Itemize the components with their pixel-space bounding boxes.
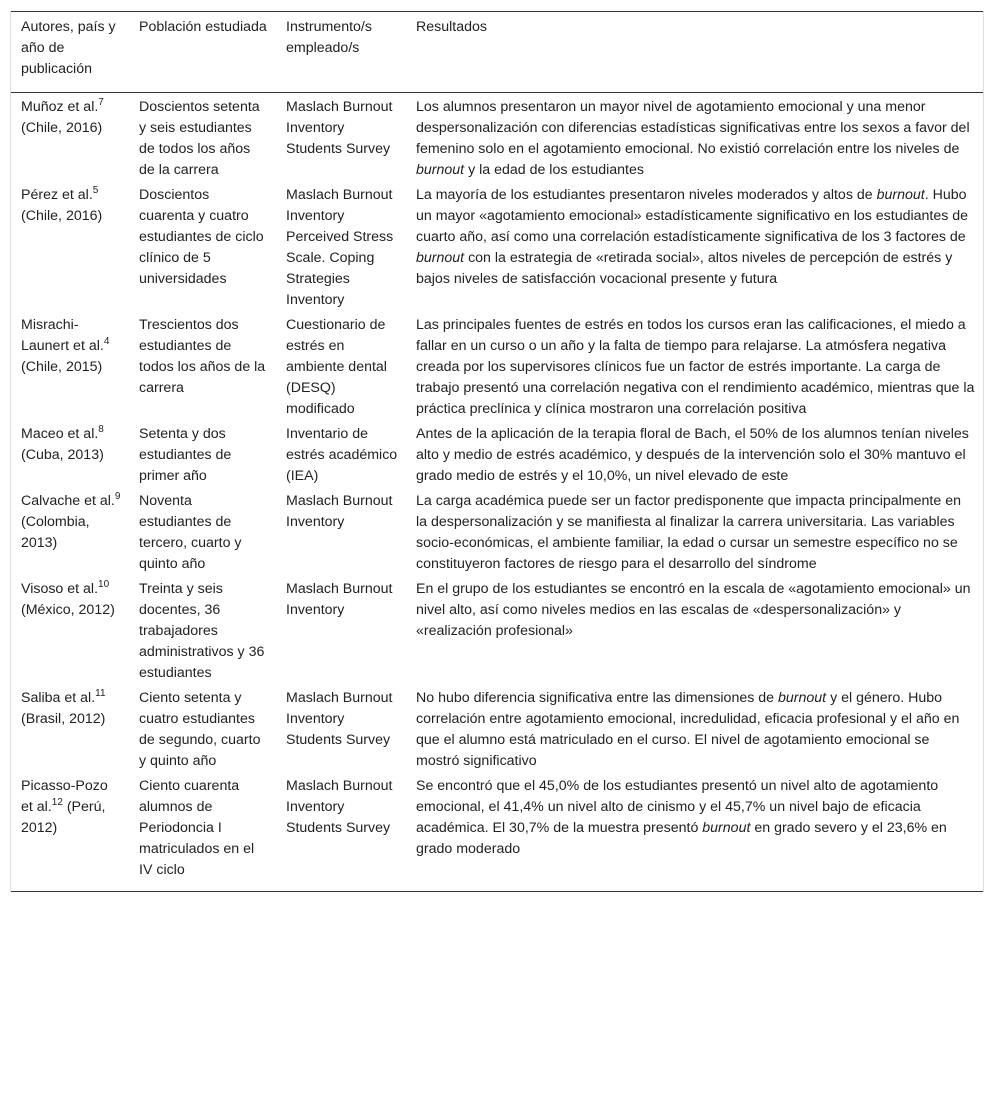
table-row	[11, 93, 983, 182]
italic-term: burnout	[416, 250, 465, 266]
author-cell	[11, 684, 129, 772]
studies-table	[11, 11, 983, 892]
results-cell	[406, 575, 983, 684]
header-results: Resultados	[416, 19, 487, 35]
results-cell	[406, 684, 983, 772]
results-text: . Hubo un mayor «agotamiento emocional» estadísticamente significativo en los estudiantes de cuarto año, así como una correlación estadísticamente significativa de los 3 factores de	[416, 187, 969, 245]
results-text: en grado severo y el 23,6% en grado moderado	[416, 820, 947, 857]
author-cell	[11, 311, 129, 420]
table-row	[11, 311, 983, 420]
instrument-cell: Maslach Burnout Inventory Perceived Stress Scale. Coping Strategies Inventory	[286, 187, 394, 308]
italic-term: burnout	[876, 187, 925, 203]
author-cell	[11, 181, 129, 311]
instrument-cell: Maslach Burnout Inventory Students Survey	[286, 778, 393, 836]
table-row	[11, 420, 983, 487]
header-instrument: Instrumento/s empleado/s	[286, 19, 372, 56]
table-header-row	[11, 12, 983, 93]
country-year: (Cuba, 2013)	[21, 447, 104, 463]
results-text: con la estrategia de «retirada social», altos niveles de percepción de estrés y bajos niveles de satisfacción vocacional presente y futura	[416, 250, 953, 287]
author-name: Saliba et al.	[21, 690, 96, 706]
results-cell	[406, 93, 983, 182]
results-text: La mayoría de los estudiantes presentaron niveles moderados y altos de	[416, 187, 877, 203]
reference-number: 4	[103, 336, 110, 347]
reference-number: 8	[98, 424, 104, 435]
reference-number: 5	[92, 185, 99, 196]
results-text: En el grupo de los estudiantes se encontró en la escala de «agotamiento emocional» un nivel alto, así como niveles medios en las escalas de «despersonalización» y «realización profesional»	[416, 581, 971, 639]
results-text: y el género. Hubo correlación entre agotamiento emocional, incredulidad, eficacia profesional y el año en que el alumno está matriculado en el curso. El nivel de agotamiento emocional se mostró significativo	[416, 690, 960, 769]
reference-number: 11	[95, 688, 106, 699]
table-row	[11, 684, 983, 772]
instrument-cell: Cuestionario de estrés en ambiente dental (DESQ) modificado	[286, 317, 387, 417]
author-cell	[11, 487, 129, 575]
results-text: Se encontró que el 45,0% de los estudiantes presentó un nivel alto de agotamiento emocional, el 41,4% un nivel alto de cinismo y el 45,7% un nivel bajo de eficacia académica. El 30,7% de la muestra presentó	[416, 778, 939, 836]
table-body	[11, 93, 983, 892]
population-cell: Ciento cuarenta alumnos de Periodoncia I matriculados en el IV ciclo	[139, 778, 255, 878]
country-year: (Chile, 2016)	[21, 120, 103, 136]
author-cell	[11, 420, 129, 487]
author-name: Picasso-Pozo et al.	[21, 778, 108, 815]
population-cell: Trescientos dos estudiantes de todos los años de la carrera	[139, 317, 266, 396]
results-cell	[406, 772, 983, 892]
population-cell: Ciento setenta y cuatro estudiantes de segundo, cuarto y quinto año	[139, 690, 261, 769]
population-cell: Doscientos setenta y seis estudiantes de todos los años de la carrera	[139, 99, 260, 178]
results-text: No hubo diferencia significativa entre las dimensiones de	[416, 690, 778, 706]
author-name: Calvache et al.	[21, 493, 115, 509]
author-name: Visoso et al.	[21, 581, 99, 597]
author-name: Maceo et al.	[21, 426, 99, 442]
results-text: Los alumnos presentaron un mayor nivel de agotamiento emocional y una menor despersonalización con diferencias estadísticas significativas entre los sexos a favor del femenino solo en el agotamiento emocional. No existió correlación entre los niveles de	[416, 99, 970, 157]
country-year: (Chile, 2016)	[21, 208, 103, 224]
instrument-cell: Maslach Burnout Inventory	[286, 581, 393, 618]
author-cell	[11, 575, 129, 684]
italic-term: burnout	[778, 690, 827, 706]
author-cell	[11, 772, 129, 892]
results-text: Antes de la aplicación de la terapia floral de Bach, el 50% de los alumnos tenían niveles alto y medio de estrés académico, y después de la intervención solo el 30% mantuvo el grado medio de estrés y el 10,0%, un nivel elevado de este	[416, 426, 969, 484]
table-row	[11, 575, 983, 684]
reference-number: 9	[114, 491, 121, 502]
results-cell	[406, 420, 983, 487]
reference-number: 12	[51, 797, 63, 808]
population-cell: Treinta y seis docentes, 36 trabajadores administrativos y 36 estudiantes	[139, 581, 265, 681]
instrument-cell: Maslach Burnout Inventory	[286, 493, 393, 530]
table-row	[11, 772, 983, 892]
results-text: Las principales fuentes de estrés en todos los cursos eran las calificaciones, el miedo a fallar en un curso o un año y la falta de tiempo para relajarse. La atmósfera negativa creada por los supervisores clínicos fue un factor de estrés importante. La carga de trabajo presentó una correlación negativa con el rendimiento académico, mientras que la práctica preclínica y clínica mostraron una correlación positiva	[416, 317, 975, 417]
country-year: (Brasil, 2012)	[21, 711, 106, 727]
results-cell	[406, 181, 983, 311]
author-name: Pérez et al.	[21, 187, 93, 203]
country-year: (Colombia, 2013)	[21, 514, 90, 551]
population-cell: Setenta y dos estudiantes de primer año	[139, 426, 232, 484]
italic-term: burnout	[702, 820, 751, 836]
results-text: La carga académica puede ser un factor predisponente que impacta principalmente en la despersonalización y se manifiesta al finalizar la carrera universitaria. Las variables socio-económicas, el ambiente familiar, la edad o cursar un semestre específico no se constituyeron factores de riesgo para el desarrollo del síndrome	[416, 493, 961, 572]
reference-number: 7	[98, 97, 104, 108]
italic-term: burnout	[416, 162, 465, 178]
results-text: y la edad de los estudiantes	[464, 162, 644, 178]
country-year: (Chile, 2015)	[21, 359, 103, 375]
author-cell	[11, 93, 129, 182]
author-name: Muñoz et al.	[21, 99, 99, 115]
reference-number: 10	[98, 579, 110, 590]
results-cell	[406, 487, 983, 575]
country-year: (México, 2012)	[21, 602, 115, 618]
header-population: Población estudiada	[139, 19, 267, 35]
author-name: Misrachi-Launert et al.	[21, 317, 104, 354]
table-row	[11, 181, 983, 311]
header-authors: Autores, país y año de publicación	[21, 19, 116, 77]
table-row	[11, 487, 983, 575]
instrument-cell: Maslach Burnout Inventory Students Survey	[286, 690, 393, 748]
country-year: (Perú, 2012)	[21, 799, 106, 836]
population-cell: Noventa estudiantes de tercero, cuarto y quinto año	[139, 493, 242, 572]
results-cell	[406, 311, 983, 420]
studies-table-container	[10, 11, 984, 892]
instrument-cell: Maslach Burnout Inventory Students Survey	[286, 99, 393, 157]
population-cell: Doscientos cuarenta y cuatro estudiantes de ciclo clínico de 5 universidades	[139, 187, 264, 287]
instrument-cell: Inventario de estrés académico (IEA)	[286, 426, 398, 484]
